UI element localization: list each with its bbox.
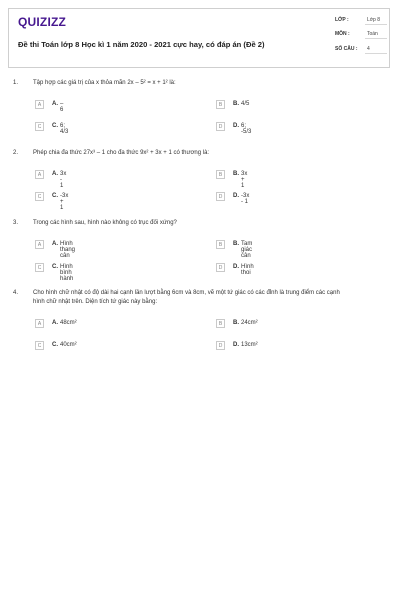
meta-divider xyxy=(365,24,387,25)
option-letter: D. xyxy=(233,342,239,348)
meta-subject-key: MÔN : xyxy=(335,31,350,37)
meta-divider xyxy=(365,38,387,39)
option-letter: C. xyxy=(52,342,58,348)
option-value: Hình bình hành xyxy=(60,264,74,282)
option-box: D xyxy=(216,263,225,272)
document-title: Đề thi Toán lớp 8 Học kì 1 năm 2020 - 2021 cực hay, có đáp án (Đề 2) xyxy=(18,40,265,49)
option-value: Hình thoi xyxy=(241,264,254,276)
quizizz-logo: QUIZIZZ xyxy=(18,15,67,29)
option-value: Hình thang cân xyxy=(60,241,76,259)
option-value: -3x - 1 xyxy=(241,193,250,205)
question-text: Tập hợp các giá trị của x thỏa mãn 2x – 5² = x + 1² là: xyxy=(33,80,176,86)
option-box: C xyxy=(35,192,44,201)
option-value: –6 xyxy=(60,101,64,113)
option-letter: A. xyxy=(52,101,58,107)
meta-count-value: 4 xyxy=(367,46,370,52)
option-value: 13cm² xyxy=(241,342,258,348)
option-letter: C. xyxy=(52,193,58,199)
option-box: A xyxy=(35,319,44,328)
option-letter: B. xyxy=(233,101,239,107)
option-box: A xyxy=(35,240,44,249)
question-text-line-2: hình chữ nhật trên. Diện tích tứ giác này bằng: xyxy=(33,299,158,305)
meta-subject-value: Toán xyxy=(367,31,378,37)
meta-subject xyxy=(335,29,387,39)
option-letter: B. xyxy=(233,241,239,247)
option-box: D xyxy=(216,341,225,350)
option-value: -3x + 1 xyxy=(60,193,69,211)
meta-divider xyxy=(365,53,387,54)
option-letter: D. xyxy=(233,123,239,129)
option-value: 6; 4/3 xyxy=(60,123,69,135)
option-box: A xyxy=(35,170,44,179)
question-number: 1. xyxy=(13,80,19,86)
option-letter: B. xyxy=(233,320,239,326)
option-letter: C. xyxy=(52,123,58,129)
option-box: D xyxy=(216,192,225,201)
option-value: 40cm² xyxy=(60,342,77,348)
option-letter: B. xyxy=(233,171,239,177)
option-box: C xyxy=(35,263,44,272)
option-letter: A. xyxy=(52,171,58,177)
meta-class xyxy=(335,15,387,25)
option-letter: A. xyxy=(52,320,58,326)
question-number: 4. xyxy=(13,290,19,296)
option-letter: C. xyxy=(52,264,58,270)
option-letter: A. xyxy=(52,241,58,247)
option-value: 3x - 1 xyxy=(60,171,67,189)
option-value: 24cm² xyxy=(241,320,258,326)
option-box: C xyxy=(35,122,44,131)
question-text-line-1: Cho hình chữ nhật có độ dài hai cạnh lần lượt bằng 6cm và 8cm, vẽ một tứ giác có các đỉnh là trung điểm các cạnh xyxy=(33,290,340,296)
question-text: Phép chia đa thức 27x³ – 1 cho đa thức 9x² + 3x + 1 có thương là: xyxy=(33,150,210,156)
option-box: B xyxy=(216,170,225,179)
question-number: 3. xyxy=(13,220,19,226)
option-box: B xyxy=(216,240,225,249)
option-value: 4/5 xyxy=(241,101,250,107)
option-box: B xyxy=(216,319,225,328)
meta-class-key: LỚP : xyxy=(335,17,349,23)
meta-count xyxy=(335,44,387,54)
header-box xyxy=(8,8,390,68)
question-number: 2. xyxy=(13,150,19,156)
option-value: 48cm² xyxy=(60,320,77,326)
option-box: A xyxy=(35,100,44,109)
option-value: 3x + 1 xyxy=(241,171,248,189)
question-text: Trong các hình sau, hình nào không có trục đối xứng? xyxy=(33,220,177,226)
option-box: D xyxy=(216,122,225,131)
option-letter: D. xyxy=(233,193,239,199)
option-box: B xyxy=(216,100,225,109)
option-box: C xyxy=(35,341,44,350)
meta-class-value: Lớp 8 xyxy=(367,17,381,23)
option-value: 6; -5/3 xyxy=(241,123,252,135)
option-letter: D. xyxy=(233,264,239,270)
option-value: Tam giác cân xyxy=(241,241,253,259)
meta-count-key: SỐ CÂU : xyxy=(335,46,358,52)
